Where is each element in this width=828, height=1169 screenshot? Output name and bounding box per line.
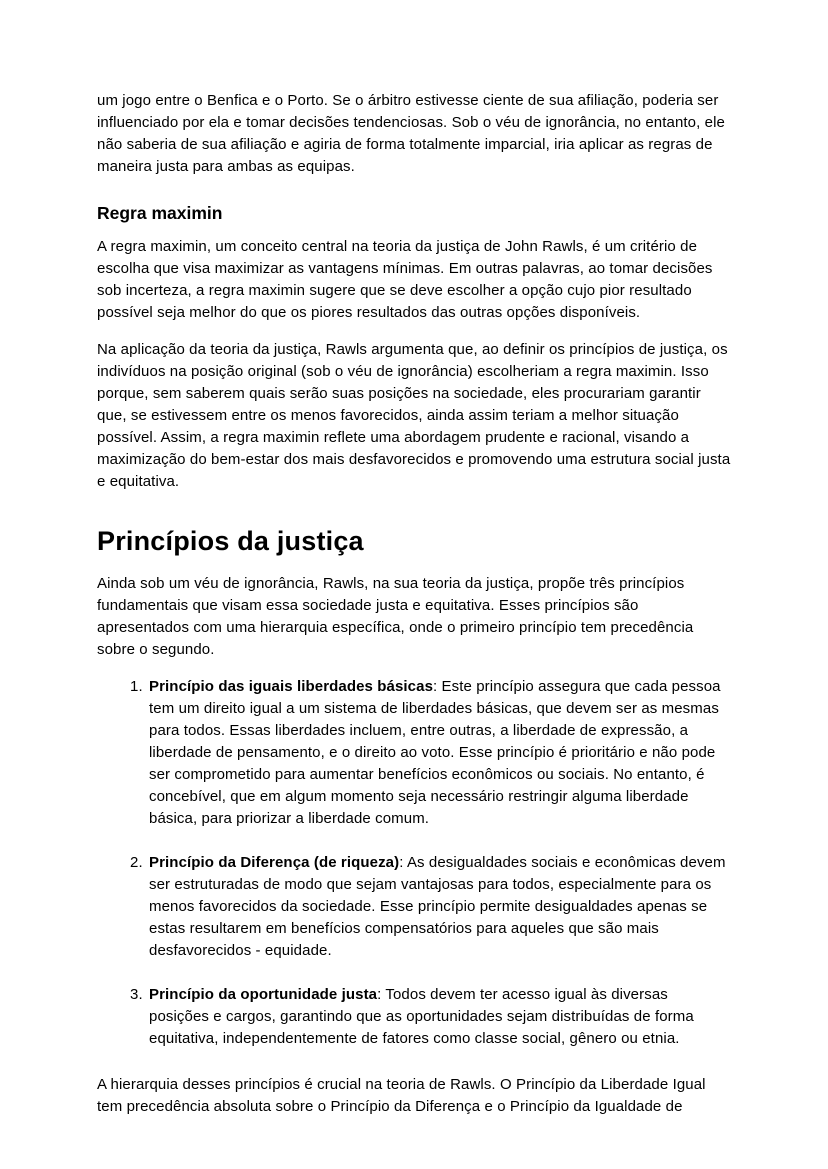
- principle-2-description: : As desigualdades sociais e econômicas devem ser estruturadas de modo que sejam vantajosas para todos, especialmente para os menos favorecidos da sociedade. Esse princípio permite desigualdades apenas se estas resultarem em benefícios compensatórios para aqueles que são mais desfavorecidos - equidade.: [149, 854, 726, 959]
- principle-1-title: Princípio das iguais liberdades básicas: [149, 678, 434, 695]
- principle-3-description: : Todos devem ter acesso igual às diversas posições e cargos, garantindo que as oportunidades sejam distribuídas de forma equitativa, independentemente de fatores como classe social, gênero ou etnia.: [149, 986, 694, 1047]
- list-item-principle-3: [147, 984, 732, 1050]
- principle-1-description: : Este princípio assegura que cada pessoa tem um direito igual a um sistema de liberdades básicas, que devem ser as mesmas para todos. Essas liberdades incluem, entre outras, a liberdade de expressão, a liberdade de pensamento, e o direito ao voto. Esse princípio é prioritário e não pode ser comprometido para aumentar benefícios econômicos ou sociais. No entanto, é concebível, que em algum momento seja necessário restringir alguma liberdade básica, para priorizar a liberdade comum.: [149, 678, 721, 827]
- closing-paragraph: A hierarquia desses princípios é crucial na teoria de Rawls. O Princípio da Liberdade Igual tem precedência absoluta sobre o Princípio da Diferença e o Princípio da Igualdade de: [97, 1076, 706, 1115]
- regra-maximin-paragraph-1: A regra maximin, um conceito central na teoria da justiça de John Rawls, é um critério de escolha que visa maximizar as vantagens mínimas. Em outras palavras, ao tomar decisões sob incerteza, a regra maximin sugere que se deve escolher a opção cujo pior resultado possível seja melhor do que os piores resultados das outras opções disponíveis.: [97, 238, 713, 321]
- regra-maximin-paragraph-2: Na aplicação da teoria da justiça, Rawls argumenta que, ao definir os princípios de justiça, os indivíduos na posição original (sob o véu de ignorância) escolheriam a regra maximin. Isso porque, sem saberem quais serão suas posições na sociedade, eles procurariam garantir que, se estivessem entre os menos favorecidos, ainda assim teriam a melhor situação possível. Assim, a regra maximin reflete uma abordagem prudente e racional, visando a maximização do bem-estar dos mais desfavorecidos e promovendo uma estrutura social justa e equitativa.: [97, 341, 731, 490]
- principles-list: [97, 676, 732, 1050]
- principle-3-title: Princípio da oportunidade justa: [149, 986, 378, 1003]
- heading-principios-da-justica: Princípios da justiça: [97, 526, 364, 556]
- principios-intro-paragraph: Ainda sob um véu de ignorância, Rawls, na sua teoria da justiça, propõe três princípios fundamentais que visam essa sociedade justa e equitativa. Esses princípios são apresentados com uma hierarquia específica, onde o primeiro princípio tem precedência sobre o segundo.: [97, 575, 694, 658]
- list-item-principle-1: [147, 676, 732, 830]
- list-item-principle-2: [147, 852, 732, 962]
- principle-2-title: Princípio da Diferença (de riqueza): [149, 854, 400, 871]
- intro-paragraph: um jogo entre o Benfica e o Porto. Se o árbitro estivesse ciente de sua afiliação, poderia ser influenciado por ela e tomar decisões tendenciosas. Sob o véu de ignorância, no entanto, ele não saberia de sua afiliação e agiria de forma totalmente imparcial, iria aplicar as regras de maneira justa para ambas as equipas.: [97, 92, 725, 175]
- heading-regra-maximin: Regra maximin: [97, 203, 223, 223]
